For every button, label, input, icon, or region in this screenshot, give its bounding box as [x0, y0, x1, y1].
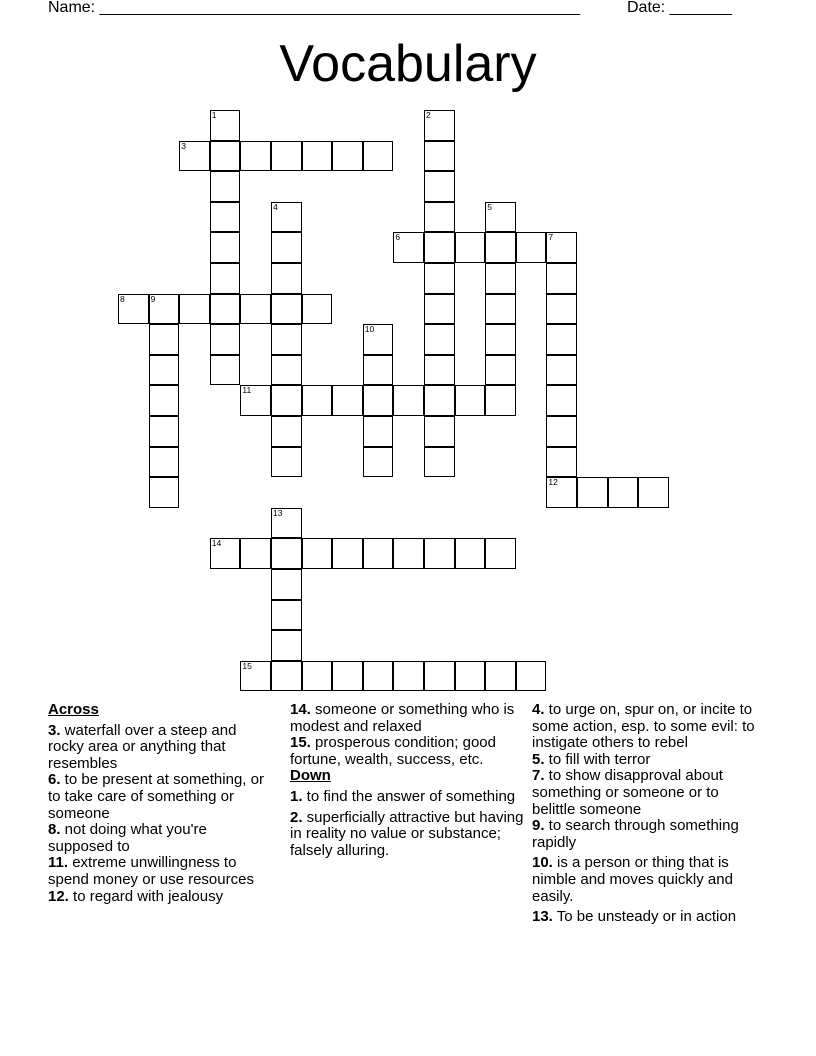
crossword-cell[interactable] [210, 232, 241, 263]
name-field: Name: ______________________________________________________ [48, 0, 581, 16]
crossword-cell[interactable] [332, 661, 363, 692]
crossword-cell[interactable] [393, 385, 424, 416]
crossword-cell[interactable] [271, 661, 302, 692]
crossword-cell[interactable] [210, 110, 241, 141]
crossword-cell[interactable] [210, 294, 241, 325]
crossword-cell[interactable] [149, 477, 180, 508]
crossword-cell[interactable] [363, 416, 394, 447]
crossword-cell[interactable] [546, 232, 577, 263]
clue-across-15: 15. prosperous condition; good fortune, wealth, success, etc. [290, 734, 496, 768]
crossword-cell[interactable] [271, 447, 302, 478]
crossword-cell[interactable] [455, 661, 486, 692]
crossword-cell[interactable] [546, 294, 577, 325]
crossword-cell[interactable] [271, 416, 302, 447]
crossword-cell[interactable] [485, 538, 516, 569]
clue-number: 15 [242, 660, 252, 671]
crossword-cell[interactable] [455, 538, 486, 569]
crossword-cell[interactable] [332, 538, 363, 569]
crossword-cell[interactable] [546, 385, 577, 416]
crossword-cell[interactable] [210, 263, 241, 294]
clue-number: 10 [364, 324, 375, 335]
page-title: Vocabulary [279, 35, 537, 93]
crossword-cell[interactable] [546, 355, 577, 386]
crossword-cell[interactable] [485, 355, 516, 386]
clue-down-2: 2. superficially attractive but having in reality no value or substance; falsely alluring. [290, 808, 524, 859]
crossword-cell[interactable] [210, 355, 241, 386]
crossword-cell[interactable] [424, 263, 455, 294]
crossword-cell[interactable] [149, 294, 180, 325]
crossword-cell[interactable] [363, 385, 394, 416]
crossword-cell[interactable] [149, 416, 180, 447]
crossword-cell[interactable] [424, 416, 455, 447]
crossword-cell[interactable] [302, 141, 333, 172]
crossword-cell[interactable] [424, 538, 455, 569]
crossword-cell[interactable] [424, 232, 455, 263]
crossword-cell[interactable] [271, 324, 302, 355]
crossword-cell[interactable] [455, 232, 486, 263]
crossword-cell[interactable] [240, 538, 271, 569]
crossword-cell[interactable] [485, 232, 516, 263]
crossword-cell[interactable] [546, 447, 577, 478]
crossword-cell[interactable] [240, 661, 271, 692]
crossword-cell[interactable] [271, 508, 302, 539]
crossword-cell[interactable] [302, 385, 333, 416]
clue-across-12: 12. to regard with jealousy [48, 887, 224, 905]
clue-number: 3 [181, 140, 186, 151]
crossword-cell[interactable] [149, 385, 180, 416]
crossword-cell[interactable] [179, 294, 210, 325]
crossword-cell[interactable] [363, 324, 394, 355]
crossword-cell[interactable] [210, 141, 241, 172]
clue-number: 5 [487, 201, 492, 212]
clue-number: 6 [395, 232, 401, 243]
crossword-cell[interactable] [302, 661, 333, 692]
crossword-cell[interactable] [332, 385, 363, 416]
crossword-cell[interactable] [424, 324, 455, 355]
clue-number: 12 [548, 477, 558, 488]
crossword-cell[interactable] [271, 232, 302, 263]
clue-number: 8 [120, 293, 125, 304]
crossword-cell[interactable] [332, 141, 363, 172]
crossword-cell[interactable] [240, 141, 271, 172]
crossword-cell[interactable] [363, 355, 394, 386]
clue-across-8: 8. not doing what you're supposed to [48, 821, 207, 855]
crossword-cell[interactable] [546, 324, 577, 355]
crossword-cell[interactable] [424, 294, 455, 325]
clue-down-5: 5. to fill with terror [532, 750, 651, 768]
clue-down-4: 4. to urge on, spur on, or incite to some action, esp. to some evil: to instigate others to rebel [532, 701, 755, 752]
crossword-cell[interactable] [271, 263, 302, 294]
clue-column-2 [290, 702, 525, 859]
crossword-cell[interactable] [271, 355, 302, 386]
crossword-cell[interactable] [271, 630, 302, 661]
clue-column-1 [48, 702, 273, 905]
clue-column-3 [532, 702, 762, 926]
clue-number: 11 [242, 385, 252, 396]
clue-down-7: 7. to show disapproval about something or someone or to belittle someone [532, 767, 723, 818]
clue-number: 1 [211, 110, 217, 120]
clue-number: 4 [273, 201, 278, 212]
crossword-cell[interactable] [424, 171, 455, 202]
crossword-cell[interactable] [179, 141, 210, 172]
crossword-cell[interactable] [271, 538, 302, 569]
clue-down-10: 10. is a person or thing that is nimble and moves quickly and easily. [532, 854, 733, 905]
crossword-cell[interactable] [393, 232, 424, 263]
crossword-cell[interactable] [608, 477, 639, 508]
crossword-cell[interactable] [149, 355, 180, 386]
crossword-cell[interactable] [363, 447, 394, 478]
crossword-cell[interactable] [546, 477, 577, 508]
crossword-cell[interactable] [424, 355, 455, 386]
clue-number: 14 [211, 538, 222, 549]
clue-across-11: 11. extreme unwillingness to spend money or use resources [48, 854, 254, 888]
clue-down-9: 9. to search through something rapidly [532, 817, 739, 851]
crossword-cell[interactable] [118, 294, 149, 325]
crossword-cell[interactable] [302, 294, 333, 325]
crossword-cell[interactable] [149, 447, 180, 478]
crossword-cell[interactable] [363, 661, 394, 692]
crossword-cell[interactable] [271, 569, 302, 600]
crossword-cell[interactable] [485, 294, 516, 325]
crossword-cell[interactable] [638, 477, 669, 508]
clue-number: 9 [150, 293, 156, 304]
clue-number: 2 [426, 110, 431, 120]
crossword-cell[interactable] [271, 141, 302, 172]
crossword-cell[interactable] [271, 385, 302, 416]
crossword-cell[interactable] [210, 171, 241, 202]
crossword-cell[interactable] [210, 324, 241, 355]
down-heading: Down [290, 767, 331, 785]
crossword-cell[interactable] [271, 202, 302, 233]
clue-down-13: 13. To be unsteady or in action [532, 908, 737, 926]
crossword-cell[interactable] [485, 263, 516, 294]
crossword-cell[interactable] [516, 661, 547, 692]
crossword-cell[interactable] [424, 385, 455, 416]
crossword-cell[interactable] [424, 447, 455, 478]
crossword-cell[interactable] [546, 416, 577, 447]
crossword-cell[interactable] [210, 202, 241, 233]
across-heading: Across [48, 701, 99, 718]
crossword-cell[interactable] [149, 324, 180, 355]
crossword-cell[interactable] [424, 202, 455, 233]
crossword-cell[interactable] [210, 538, 241, 569]
crossword-cell[interactable] [302, 538, 333, 569]
crossword-cell[interactable] [363, 538, 394, 569]
crossword-cell[interactable] [363, 141, 394, 172]
clue-number: 7 [548, 232, 554, 243]
crossword-cell[interactable] [240, 294, 271, 325]
clue-across-3: 3. waterfall over a steep and rocky area or anything that resembles [48, 721, 237, 772]
crossword-cell[interactable] [393, 538, 424, 569]
crossword-cell[interactable] [271, 294, 302, 325]
clue-number: 13 [273, 507, 283, 518]
crossword-cell[interactable] [424, 141, 455, 172]
crossword-cell[interactable] [516, 232, 547, 263]
crossword-cell[interactable] [240, 385, 271, 416]
crossword-cell[interactable] [455, 385, 486, 416]
crossword-cell[interactable] [546, 263, 577, 294]
clue-across-14: 14. someone or something who is modest and relaxed [290, 701, 515, 735]
date-field: Date: _______ [627, 0, 732, 16]
clue-down-1: 1. to find the answer of something [290, 787, 516, 805]
crossword-cell[interactable] [577, 477, 608, 508]
crossword-cell[interactable] [485, 385, 516, 416]
crossword-cell[interactable] [485, 661, 516, 692]
crossword-cell[interactable] [424, 661, 455, 692]
crossword-cell[interactable] [393, 661, 424, 692]
crossword-cell[interactable] [485, 324, 516, 355]
crossword-cell[interactable] [485, 202, 516, 233]
crossword-cell[interactable] [271, 600, 302, 631]
crossword-cell[interactable] [424, 110, 455, 141]
clue-across-6: 6. to be present at something, or to take care of something or someone [48, 771, 264, 822]
